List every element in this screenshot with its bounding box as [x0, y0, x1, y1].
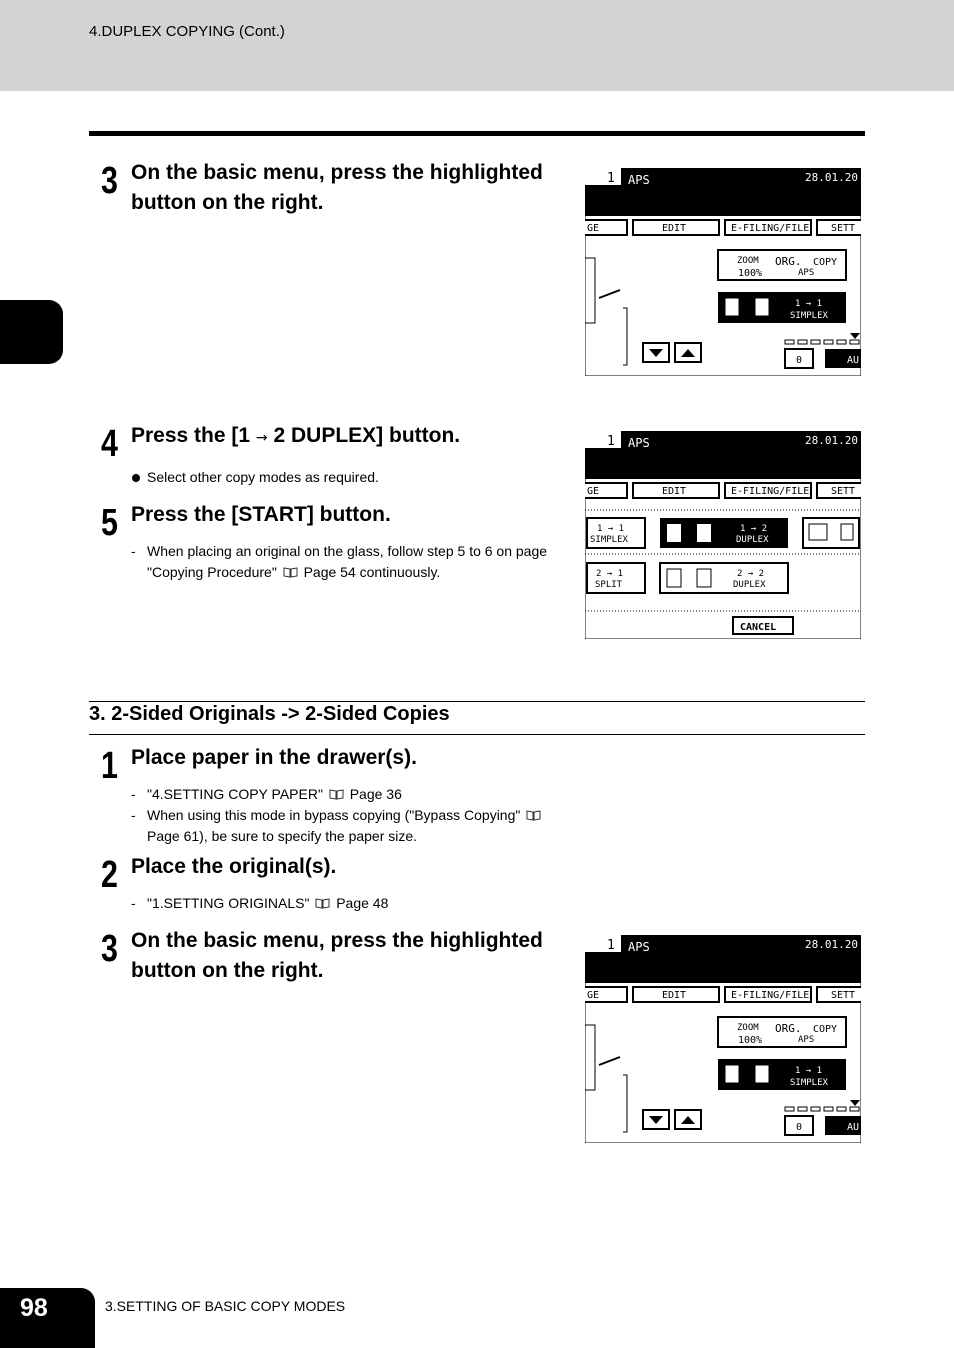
note-line: [147, 805, 577, 826]
org-label: ORG.: [775, 1022, 802, 1035]
step-number: 2: [101, 854, 118, 896]
step-number: 1: [101, 745, 118, 787]
book-icon: [329, 789, 344, 800]
simplex-top: 1 → 1: [795, 299, 823, 309]
cancel-button-label: CANCEL: [740, 622, 777, 633]
step-title: Place the original(s).: [131, 855, 337, 878]
split-button-top: 2 → 1: [596, 569, 624, 579]
section-rule-bottom: [89, 734, 865, 735]
simplex-button-top: 1 → 1: [597, 524, 625, 534]
note-part: Page 54 continuously.: [299, 564, 441, 580]
duplex-button-top: 1 → 2: [740, 524, 768, 534]
book-icon: [526, 810, 541, 821]
section-title: 3. 2-Sided Originals -> 2-Sided Copies: [89, 703, 450, 725]
screen-date: 28.01.20: [805, 434, 858, 447]
screen-copies: 1: [607, 434, 615, 449]
note-part: "Copying Procedure": [147, 564, 281, 580]
screen-aps: APS: [628, 173, 650, 187]
tab-efiling: E-FILING/FILE: [731, 486, 810, 497]
step-note: [131, 541, 577, 583]
dash: -: [131, 543, 136, 559]
tab-ge: GE: [587, 486, 600, 497]
tab-edit: EDIT: [662, 486, 687, 497]
screen-zero: 0: [796, 355, 803, 366]
tab-efiling: E-FILING/FILE: [731, 223, 810, 234]
step-title: [131, 158, 543, 218]
dash: -: [131, 786, 136, 802]
copy-label: COPY: [813, 1024, 838, 1035]
zoom-label: ZOOM: [737, 256, 759, 266]
section-rule-top: [89, 701, 865, 702]
step-number: 3: [101, 160, 118, 202]
aps-label: APS: [798, 268, 815, 278]
chapter-tab: [0, 300, 63, 364]
step-number: 3: [101, 928, 118, 970]
tab-efiling: E-FILING/FILE: [731, 990, 810, 1001]
footer-text: 3.SETTING OF BASIC COPY MODES: [105, 1298, 346, 1314]
book-icon: [283, 567, 298, 578]
step-number: 4: [101, 423, 118, 465]
book-icon: [315, 898, 330, 909]
screen-zero: 0: [796, 1122, 803, 1133]
screen-date: 28.01.20: [805, 938, 858, 951]
bullet-icon: [132, 474, 140, 482]
basic-menu-screenshot: [585, 935, 861, 1143]
dash: -: [131, 807, 136, 823]
duplex-menu-screenshot: [585, 431, 861, 639]
note-part: "1.SETTING ORIGINALS": [147, 895, 314, 911]
screen-date: 28.01.20: [805, 171, 858, 184]
simplex-bottom: SIMPLEX: [790, 1078, 828, 1088]
screen-aps: APS: [628, 436, 650, 450]
step-title-line: On the basic menu, press the highlighted: [131, 161, 543, 184]
note-part: Page 48: [332, 895, 389, 911]
duplex-button-bottom: DUPLEX: [736, 535, 769, 545]
step-number: 5: [101, 502, 118, 544]
screen-auto: AU: [847, 355, 860, 366]
org-label: ORG.: [775, 255, 802, 268]
step-title: [131, 926, 543, 986]
zoom-value: 100%: [738, 1035, 763, 1046]
top-rule: [89, 131, 865, 136]
zoom-label: ZOOM: [737, 1023, 759, 1033]
screen-copies: 1: [607, 171, 615, 186]
header-text: 4.DUPLEX COPYING (Cont.): [89, 23, 285, 40]
note-part: "4.SETTING COPY PAPER": [147, 786, 327, 802]
step-title-line: button on the right.: [131, 191, 324, 214]
step-note: [131, 784, 577, 805]
tab-ge: GE: [587, 223, 600, 234]
aps-label: APS: [798, 1035, 815, 1045]
step-note: [147, 467, 379, 488]
simplex-bottom: SIMPLEX: [790, 311, 828, 321]
tab-sett: SETT: [831, 486, 856, 497]
simplex-button-bottom: SIMPLEX: [590, 535, 628, 545]
duplex22-button-bottom: DUPLEX: [733, 580, 766, 590]
step-note: [131, 893, 577, 914]
basic-menu-screenshot: [585, 168, 861, 376]
duplex22-button-top: 2 → 2: [737, 569, 765, 579]
note-part: When using this mode in bypass copying ("Bypass Copying": [147, 807, 525, 823]
tab-ge: GE: [587, 990, 600, 1001]
zoom-value: 100%: [738, 268, 763, 279]
screen-copies: 1: [607, 938, 615, 953]
note-part: Page 36: [345, 786, 402, 802]
step-title-line: button on the right.: [131, 959, 324, 982]
step-title: [131, 421, 460, 453]
screen-aps: APS: [628, 940, 650, 954]
title-part: Press the [1: [131, 424, 256, 447]
page-header: [0, 0, 954, 91]
step-title: Place paper in the drawer(s).: [131, 746, 417, 769]
tab-sett: SETT: [831, 223, 856, 234]
note-text: Select other copy modes as required.: [147, 469, 379, 485]
simplex-top: 1 → 1: [795, 1066, 823, 1076]
tab-sett: SETT: [831, 990, 856, 1001]
title-part: 2 DUPLEX] button.: [267, 424, 461, 447]
step-note: [131, 805, 577, 847]
page-number: 98: [20, 1294, 48, 1322]
split-button-bottom: SPLIT: [595, 580, 623, 590]
copy-label: COPY: [813, 257, 838, 268]
step-title: Press the [START] button.: [131, 503, 391, 526]
screen-auto: AU: [847, 1122, 860, 1133]
dash: -: [131, 895, 136, 911]
note-line: Page 61), be sure to specify the paper size.: [147, 828, 418, 844]
tab-edit: EDIT: [662, 223, 687, 234]
tab-edit: EDIT: [662, 990, 687, 1001]
step-title-line: On the basic menu, press the highlighted: [131, 929, 543, 952]
note-line: When placing an original on the glass, follow step 5 to 6 on page: [147, 543, 548, 559]
arrow-icon: →: [255, 430, 268, 446]
note-line: [147, 562, 577, 583]
